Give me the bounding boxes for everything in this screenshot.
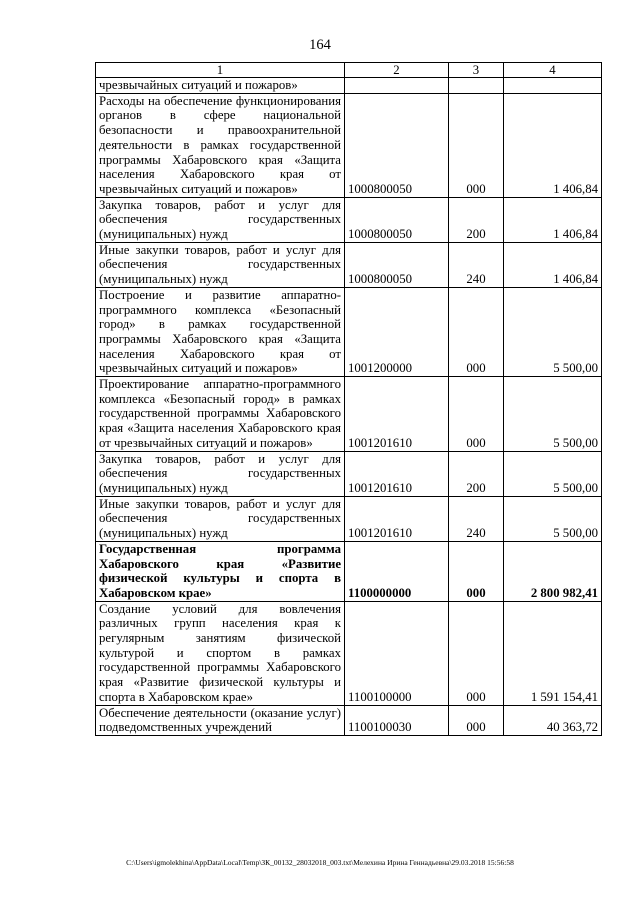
row-name-cell: Расходы на обеспечение функционирования органов в сфере национальной безопасности и правоохранительной деятельности в рамках государственной программы Хабаровского края «Защита населения Хабаровского края от чрезвычайных ситуаций и пожаров»: [96, 93, 345, 197]
row-code-cell: 1100100000: [345, 601, 449, 705]
table-row: [96, 541, 602, 601]
row-expense-type-cell: 000: [449, 601, 504, 705]
page-number: 164: [309, 37, 331, 53]
table-header-row: [96, 63, 602, 78]
row-code-cell: 1000800050: [345, 93, 449, 197]
row-code-cell: 1001201610: [345, 496, 449, 541]
column-header: 3: [449, 63, 504, 78]
row-amount-cell: 1 591 154,41: [504, 601, 602, 705]
row-name-cell: Создание условий для вовлечения различных групп населения края к регулярным занятиям физической культурой и спортом в рамках государственной программы Хабаровского края «Развитие физической культуры и спорта в Хабаровском крае»: [96, 601, 345, 705]
table-row: [96, 287, 602, 376]
row-code-cell: 1001201610: [345, 451, 449, 496]
row-code-cell: 1000800050: [345, 242, 449, 287]
row-amount-cell: 1 406,84: [504, 93, 602, 197]
row-code-cell: 1001201610: [345, 377, 449, 452]
row-name-cell: Закупка товаров, работ и услуг для обеспечения государственных (муниципальных) нужд: [96, 451, 345, 496]
row-name-cell: Иные закупки товаров, работ и услуг для обеспечения государственных (муниципальных) нужд: [96, 496, 345, 541]
column-header: 4: [504, 63, 602, 78]
row-name-cell: Государственная программа Хабаровского края «Развитие физической культуры и спорта в Хабаровском крае»: [96, 541, 345, 601]
row-expense-type-cell: 000: [449, 287, 504, 376]
row-expense-type-cell: 000: [449, 93, 504, 197]
column-header: 1: [96, 63, 345, 78]
file-path-footer: C:\Users\igmolekhina\AppData\Local\Temp\ЗК_00132_28032018_003.txt\Мелехина Ирина Геннадьевна\29.03.2018 15:56:58: [126, 858, 514, 867]
row-name-cell: Проектирование аппаратно-программного комплекса «Безопасный город» в рамках государственной программы Хабаровского края «Защита населения Хабаровского края от чрезвычайных ситуаций и пожаров»: [96, 377, 345, 452]
table-row: [96, 705, 602, 735]
row-amount-cell: 1 406,84: [504, 242, 602, 287]
row-expense-type-cell: 200: [449, 451, 504, 496]
row-amount-cell: [504, 78, 602, 94]
row-name-cell: Иные закупки товаров, работ и услуг для обеспечения государственных (муниципальных) нужд: [96, 242, 345, 287]
table-row: [96, 197, 602, 242]
table-row: [96, 242, 602, 287]
row-code-cell: 1100000000: [345, 541, 449, 601]
row-amount-cell: 5 500,00: [504, 377, 602, 452]
row-amount-cell: 5 500,00: [504, 496, 602, 541]
budget-table: [95, 62, 602, 736]
row-expense-type-cell: 000: [449, 541, 504, 601]
row-name-cell: Обеспечение деятельности (оказание услуг) подведомственных учреждений: [96, 705, 345, 735]
row-amount-cell: 5 500,00: [504, 287, 602, 376]
row-amount-cell: 40 363,72: [504, 705, 602, 735]
table-row: [96, 496, 602, 541]
row-name-cell: чрезвычайных ситуаций и пожаров»: [96, 78, 345, 94]
table-row: [96, 93, 602, 197]
row-code-cell: [345, 78, 449, 94]
row-expense-type-cell: 200: [449, 197, 504, 242]
table-row: [96, 78, 602, 94]
row-name-cell: Построение и развитие аппаратно-программного комплекса «Безопасный город» в рамках государственной программы Хабаровского края «Защита населения Хабаровского края от чрезвычайных ситуаций и пожаров»: [96, 287, 345, 376]
row-expense-type-cell: 240: [449, 496, 504, 541]
row-amount-cell: 1 406,84: [504, 197, 602, 242]
row-expense-type-cell: 000: [449, 705, 504, 735]
row-expense-type-cell: 240: [449, 242, 504, 287]
row-amount-cell: 5 500,00: [504, 451, 602, 496]
row-code-cell: 1100100030: [345, 705, 449, 735]
row-expense-type-cell: [449, 78, 504, 94]
table-row: [96, 377, 602, 452]
row-expense-type-cell: 000: [449, 377, 504, 452]
row-name-cell: Закупка товаров, работ и услуг для обеспечения государственных (муниципальных) нужд: [96, 197, 345, 242]
column-header: 2: [345, 63, 449, 78]
row-amount-cell: 2 800 982,41: [504, 541, 602, 601]
row-code-cell: 1000800050: [345, 197, 449, 242]
table-row: [96, 451, 602, 496]
table-row: [96, 601, 602, 705]
row-code-cell: 1001200000: [345, 287, 449, 376]
